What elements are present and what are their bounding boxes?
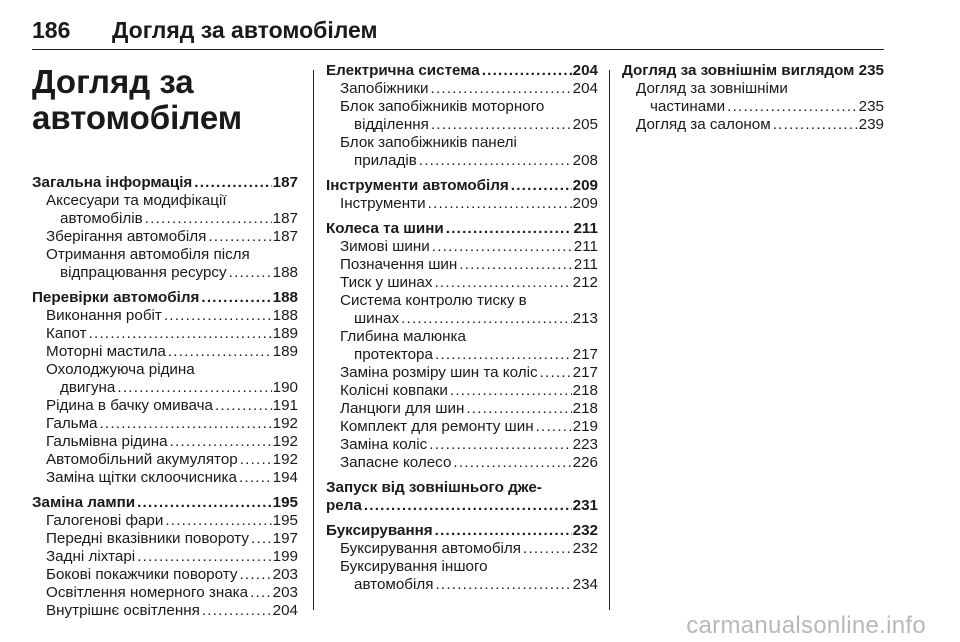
page-ref: 223 [572,436,598,453]
toc-section-heading-text: Заміна лампи [32,494,136,511]
toc-entry-line[interactable]: Буксирування іншого [340,558,488,575]
page-ref: 199 [272,548,298,565]
page-ref: 204 [572,62,598,79]
toc-entry-text: автомобіля [354,576,434,593]
page-ref: 194 [272,469,298,486]
dot-leader [536,418,572,436]
toc-entry[interactable] [32,566,298,584]
toc-entry-text: Тиск у шинах [340,274,433,291]
dot-leader [164,307,272,325]
toc-entry[interactable] [32,210,298,228]
page-ref: 195 [272,494,298,511]
toc-entry-text: Буксирування автомобіля [340,540,522,557]
dot-leader [401,310,572,328]
toc-section-heading[interactable] [326,522,598,540]
toc-section-heading-text: Інструменти автомобіля [326,177,509,194]
toc-entry-text: Автомобільний акумулятор [46,451,238,468]
toc-section [326,177,598,213]
dot-leader [170,433,272,451]
page-ref: 191 [272,397,298,414]
toc-entry[interactable] [32,379,298,397]
toc-entry-text: відділення [354,116,429,133]
toc-entry[interactable] [32,584,298,602]
toc-entry-text: Задні ліхтарі [46,548,136,565]
toc-entry-line[interactable]: Аксесуари та модифікації [46,192,227,209]
toc-entry[interactable] [32,307,298,325]
running-title: Догляд за автомобілем [112,17,378,43]
dot-leader [250,584,272,602]
dot-leader [419,152,572,170]
toc-entry-text: Колісні ковпаки [340,382,448,399]
page-ref: 187 [272,210,298,227]
page-ref: 239 [858,116,884,133]
toc-entry[interactable] [326,364,598,382]
toc-entry-text: Галогенові фари [46,512,164,529]
page-ref: 189 [272,343,298,360]
page-ref: 209 [572,177,598,194]
toc-entry-text: Ланцюги для шин [340,400,465,417]
toc-section [622,62,884,134]
toc-entry[interactable] [326,152,598,170]
toc-column-3 [622,62,884,134]
toc-entry[interactable] [326,80,598,98]
dot-leader [435,346,572,364]
dot-leader [239,566,271,584]
page-ref: 195 [272,512,298,529]
toc-entry[interactable] [32,512,298,530]
dot-leader [117,379,271,397]
page-ref: 212 [572,274,598,291]
toc-entry[interactable] [32,397,298,415]
page-number: 186 [32,17,71,43]
dot-leader [201,289,271,307]
toc-entry[interactable] [32,548,298,566]
column-divider [313,70,314,610]
toc-entry[interactable] [32,530,298,548]
toc-section [32,174,298,282]
toc-entry-text: шинах [354,310,400,327]
page-ref: 235 [858,62,884,79]
toc-entry-text: частинами [650,98,726,115]
page-ref: 231 [572,497,598,514]
toc-section-heading-text: Буксирування [326,522,433,539]
toc-entry-line[interactable]: Догляд за зовнішніми [636,80,788,97]
toc-section [326,522,598,594]
toc-section [32,494,298,620]
toc-entry[interactable] [326,310,598,328]
toc-entry-text: відпрацювання ресурсу [60,264,227,281]
page-ref: 187 [272,174,298,191]
toc-entry[interactable] [326,195,598,213]
toc-entry[interactable] [326,400,598,418]
dot-leader [99,415,271,433]
page-ref: 187 [272,228,298,245]
dot-leader [434,274,571,292]
toc-section [326,479,598,515]
dot-leader [453,454,571,472]
dot-leader [773,116,858,134]
dot-leader [240,451,272,469]
page-ref: 203 [272,584,298,601]
section-title-line: Запуск від зовнішнього дже- [326,479,542,496]
toc-entry-text: Гальмівна рідина [46,433,168,450]
toc-entry-text: Заміна коліс [340,436,428,453]
toc-entry-line[interactable]: Охолоджуюча рідина [46,361,195,378]
toc-entry-line[interactable]: Отримання автомобіля після [46,246,250,263]
toc-entry[interactable] [32,343,298,361]
toc-section-heading[interactable] [326,497,598,515]
toc-entry-line[interactable]: Глибина малюнка [340,328,466,345]
toc-entry-text: двигуна [60,379,116,396]
toc-entry-text: Рідина в бачку омивача [46,397,213,414]
toc-section [32,289,298,487]
toc-section-heading-text: Загальна інформація [32,174,193,191]
toc-entry-text: Моторні мастила [46,343,166,360]
toc-entry-text: Передні вказівники повороту [46,530,250,547]
toc-entry-text: Освітлення номерного знака [46,584,249,601]
watermark: carmanualsonline.info [686,612,926,639]
toc-entry-text: Зимові шини [340,238,430,255]
toc-entry[interactable] [32,228,298,246]
page-ref: 204 [572,80,598,97]
toc-entry[interactable] [326,116,598,134]
dot-leader [727,98,858,116]
toc-entry[interactable] [326,346,598,364]
toc-section-heading[interactable] [326,177,598,195]
toc-column-2 [326,62,598,594]
toc-section-heading-text: Перевірки автомобіля [32,289,200,306]
toc-entry-text: Капот [46,325,87,342]
page-ref: 203 [272,566,298,583]
dot-leader [482,62,572,80]
chapter-title: Догляд за автомобілем [32,63,243,136]
column-divider [609,70,610,610]
page-ref: 188 [272,289,298,306]
toc-section-heading[interactable] [622,62,884,80]
page-ref: 213 [572,310,598,327]
page-ref: 192 [272,451,298,468]
page-ref: 192 [272,433,298,450]
dot-leader [523,540,572,558]
dot-leader [431,80,572,98]
toc-section-heading-text: рела [326,497,362,514]
toc-entry[interactable] [622,98,884,116]
page-ref: 211 [573,238,598,255]
page-ref: 189 [272,325,298,342]
toc-entry[interactable] [326,238,598,256]
toc-entry-text: Виконання робіт [46,307,162,324]
page-ref: 192 [272,415,298,432]
toc-entry-line[interactable]: Блок запобіжників моторного [340,98,545,115]
toc-section-heading-text: Електрична система [326,62,480,79]
toc-entry[interactable] [622,116,884,134]
dot-leader [431,116,572,134]
dot-leader [364,497,572,515]
dot-leader [511,177,572,195]
toc-section-heading[interactable] [32,174,298,192]
toc-section-heading[interactable] [326,220,598,238]
page-ref: 234 [572,576,598,593]
dot-leader [432,238,573,256]
page-ref: 205 [572,116,598,133]
toc-entry[interactable] [326,274,598,292]
dot-leader [540,364,572,382]
dot-leader [251,530,272,548]
dot-leader [435,522,572,540]
toc-entry-text: Запасне колесо [340,454,452,471]
dot-leader [446,220,573,238]
page-ref: 188 [272,307,298,324]
page-ref: 190 [272,379,298,396]
page-ref: 209 [572,195,598,212]
dot-leader [194,174,271,192]
toc-entry[interactable] [326,540,598,558]
toc-entry[interactable] [32,433,298,451]
toc-entry-text: Позначення шин [340,256,458,273]
toc-section-heading[interactable] [326,62,598,80]
toc-entry-line[interactable]: Система контролю тиску в [340,292,527,309]
toc-entry[interactable] [326,454,598,472]
toc-entry-text: Інструменти [340,195,426,212]
toc-entry-text: Заміна щітки склоочисника [46,469,237,486]
toc-entry[interactable] [32,325,298,343]
page-header [32,13,884,50]
dot-leader [168,343,272,361]
toc-entry-line[interactable]: Блок запобіжників панелі [340,134,517,151]
toc-section-heading-text: Догляд за зовнішнім виглядом [622,62,855,79]
dot-leader [429,436,571,454]
toc-entry[interactable] [32,415,298,433]
toc-entry-text: автомобілів [60,210,143,227]
toc-entry-text: Бокові покажчики повороту [46,566,238,583]
page-ref: 218 [572,400,598,417]
dot-leader [145,210,272,228]
dot-leader [229,264,272,282]
page-ref: 211 [573,220,598,237]
toc-entry[interactable] [326,436,598,454]
dot-leader [165,512,271,530]
page-ref: 208 [572,152,598,169]
dot-leader [459,256,572,274]
dot-leader [428,195,572,213]
toc-section [326,62,598,170]
toc-section [326,220,598,472]
dot-leader [215,397,272,415]
toc-entry[interactable] [326,418,598,436]
page-ref: 197 [272,530,298,547]
page-ref: 204 [272,602,298,619]
toc-entry[interactable] [32,469,298,487]
dot-leader [137,548,271,566]
page-ref: 211 [573,256,598,273]
page-ref: 226 [572,454,598,471]
toc-entry-text: Запобіжники [340,80,429,97]
dot-leader [466,400,571,418]
toc-entry-text: Внутрішнє освітлення [46,602,200,619]
toc-section-heading[interactable] [32,494,298,512]
toc-entry-text: Гальма [46,415,98,432]
page-ref: 232 [572,540,598,557]
toc-entry[interactable] [326,382,598,400]
page-ref: 235 [858,98,884,115]
page-ref: 217 [572,364,598,381]
dot-leader [435,576,571,594]
dot-leader [89,325,272,343]
toc-section-heading[interactable] [32,289,298,307]
toc-entry[interactable] [32,264,298,282]
toc-entry[interactable] [326,576,598,594]
dot-leader [450,382,572,400]
page-ref: 188 [272,264,298,281]
toc-entry-text: Комплект для ремонту шин [340,418,534,435]
toc-entry-text: Заміна розміру шин та коліс [340,364,538,381]
toc-entry-text: Зберігання автомобіля [46,228,207,245]
toc-entry-text: протектора [354,346,433,363]
page-ref: 219 [572,418,598,435]
toc-section-heading-text: Колеса та шини [326,220,444,237]
toc-entry-text: Догляд за салоном [636,116,771,133]
dot-leader [239,469,272,487]
page-ref: 218 [572,382,598,399]
toc-entry[interactable] [32,451,298,469]
page-ref: 232 [572,522,598,539]
page-ref: 217 [572,346,598,363]
dot-leader [137,494,272,512]
dot-leader [208,228,271,246]
toc-column-1 [32,62,298,620]
toc-entry[interactable] [326,256,598,274]
toc-entry-text: приладів [354,152,417,169]
